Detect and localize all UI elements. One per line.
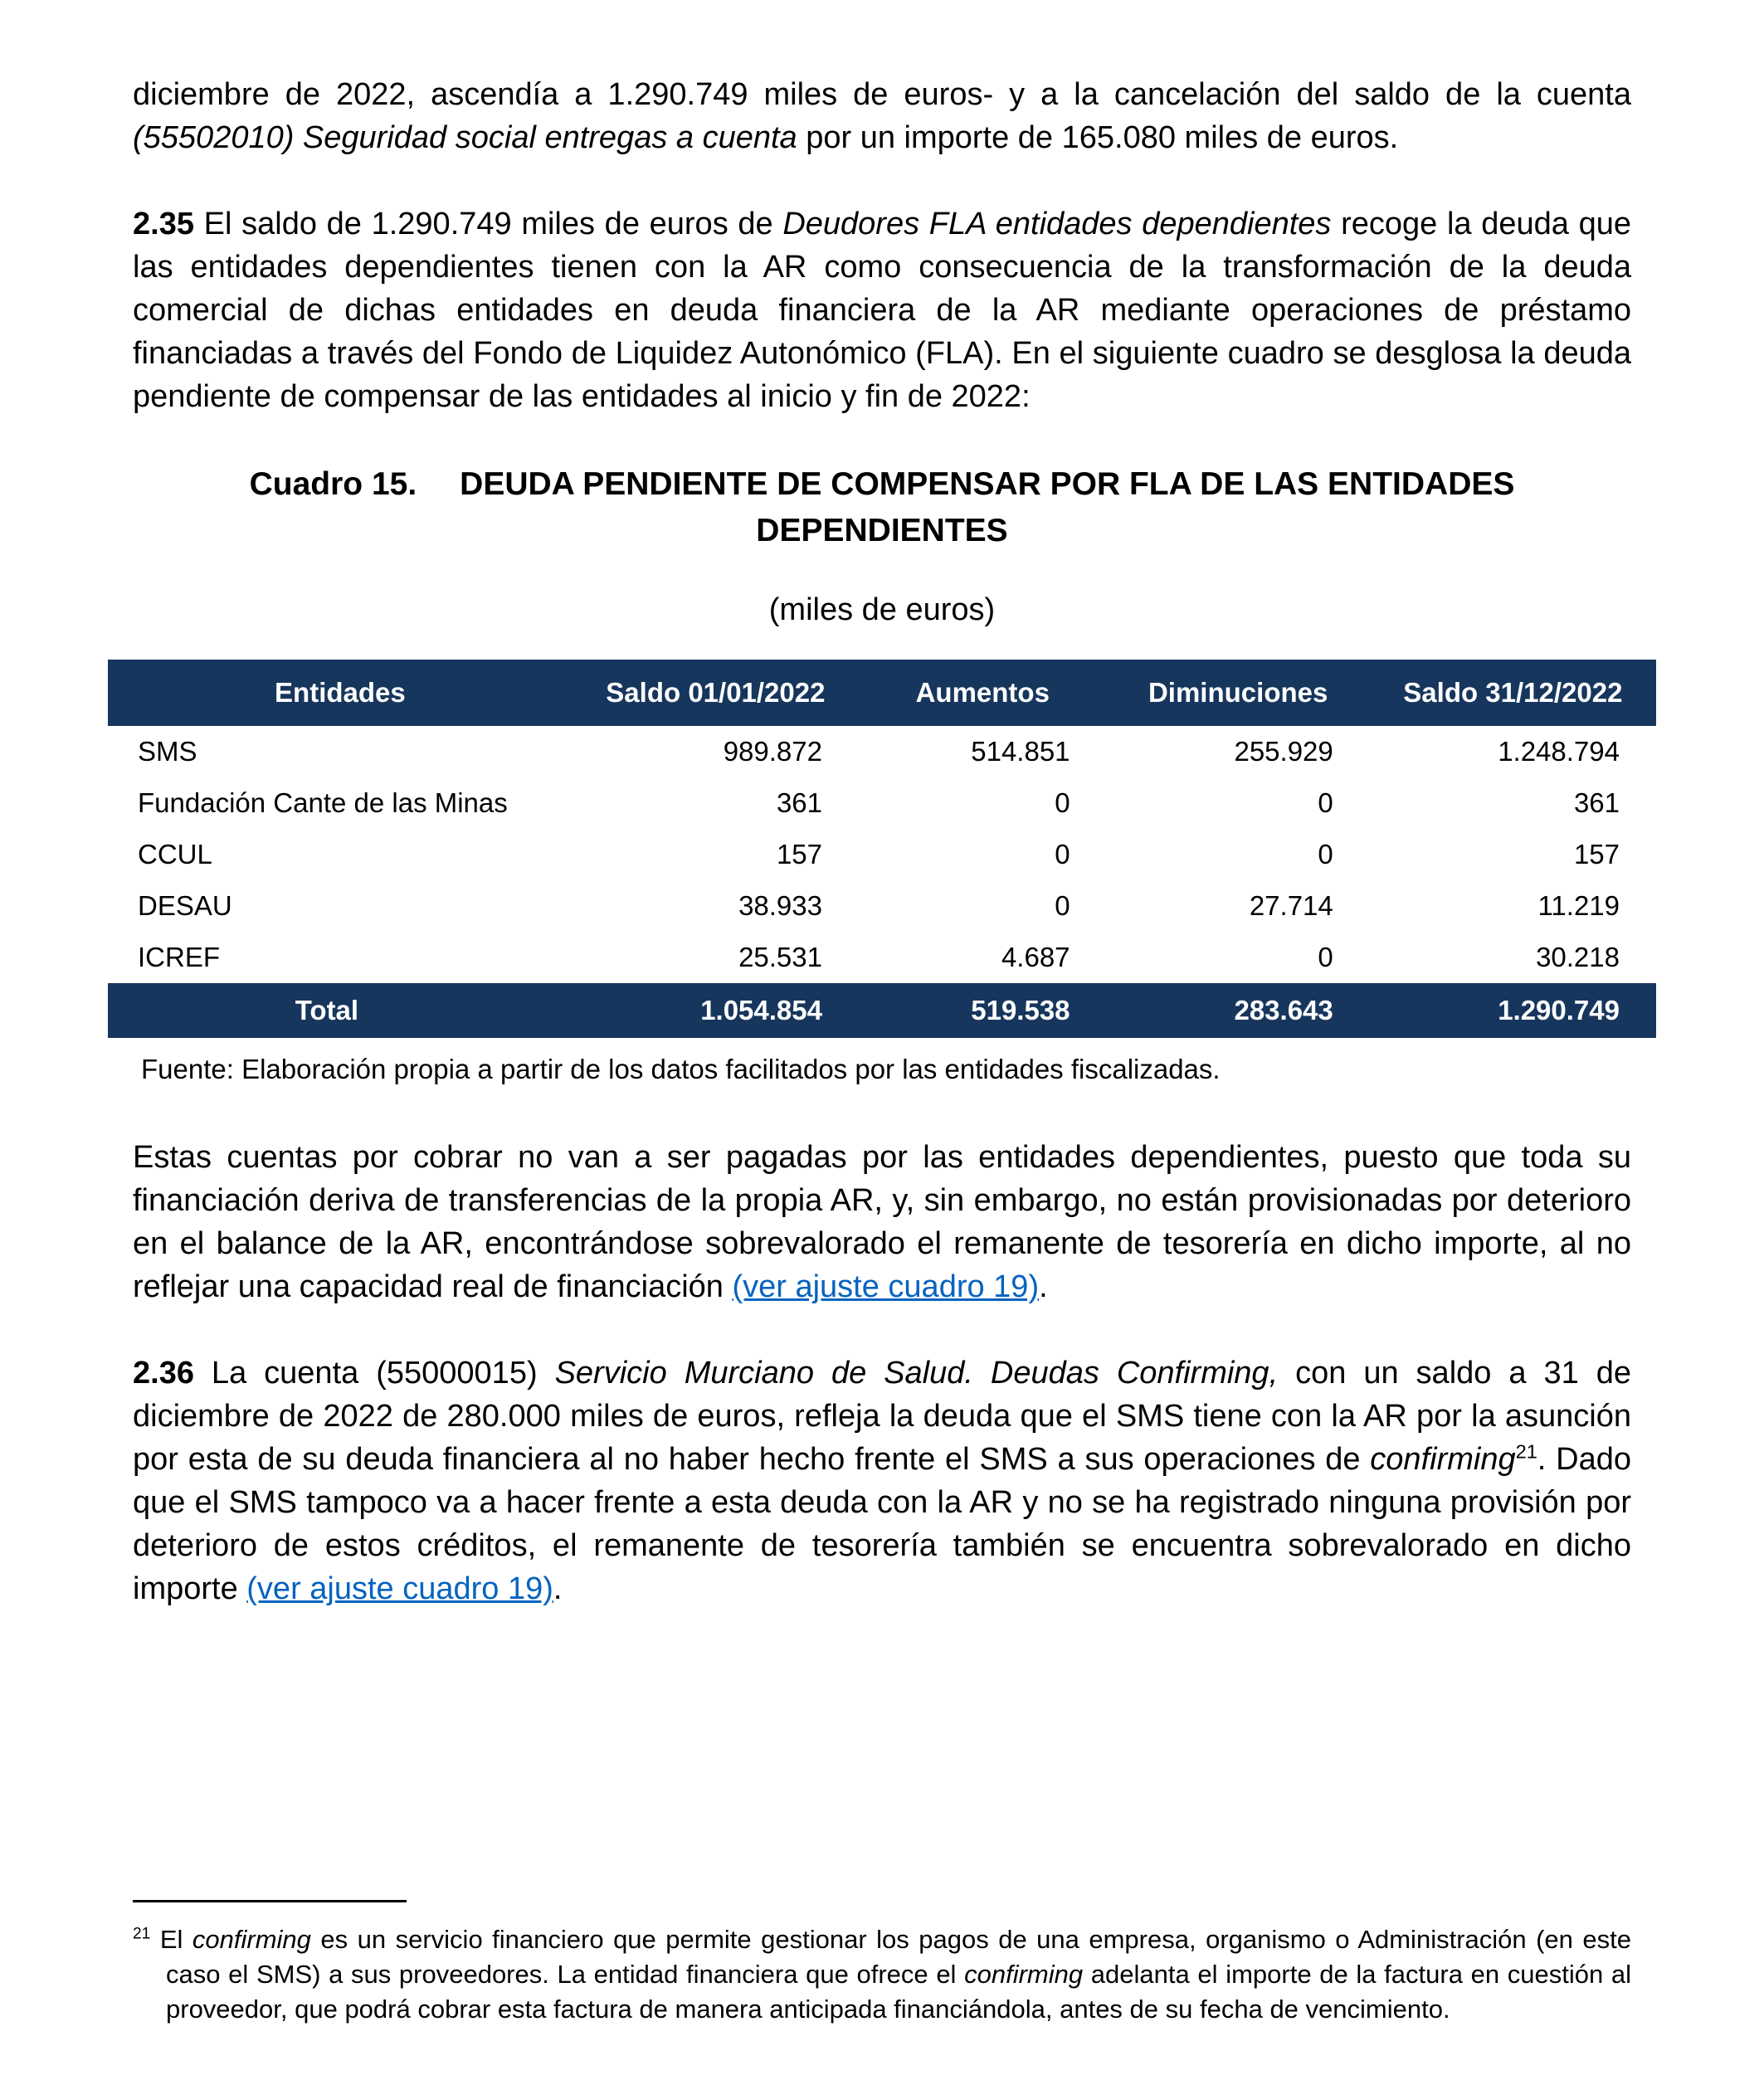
value-cell: 0 [859, 880, 1107, 932]
header-cell-aumentos: Aumentos [859, 660, 1107, 726]
value-cell: 0 [859, 777, 1107, 829]
text-run: El saldo de 1.290.749 miles de euros de [193, 207, 783, 241]
paragraph-continuation [133, 73, 1631, 159]
text-run: con un saldo a 31 de diciembre de 2022 de 280.000 miles de euros, refleja la deuda que el SMS tiene con la AR por la asunción por esta de su deuda financiera al no haber hecho frente el SMS a sus operaciones de [133, 1356, 1631, 1477]
total-value-cell: 519.538 [859, 983, 1107, 1038]
footnote-reference: 21 [133, 1925, 151, 1943]
value-cell: 25.531 [573, 932, 859, 983]
value-cell: 38.933 [573, 880, 859, 932]
text-run: confirming [1370, 1442, 1516, 1477]
text-run: diciembre de 2022, ascendía a 1.290.749 miles de euros- y a la cancelación del saldo de la cuenta [133, 77, 1631, 112]
table-caption-label: Cuadro 15. [249, 466, 417, 502]
table-total-row [108, 983, 1656, 1038]
paragraph-2-35 [133, 202, 1631, 418]
header-cell-saldo-final: Saldo 31/12/2022 [1370, 660, 1656, 726]
value-cell: 27.714 [1107, 880, 1370, 932]
table-row-fundacion [108, 777, 1656, 829]
table-row-sms [108, 726, 1656, 777]
table-row-ccul [108, 829, 1656, 880]
text-run: . [553, 1571, 563, 1606]
value-cell: 255.929 [1107, 726, 1370, 777]
table-caption [168, 461, 1596, 554]
total-value-cell: 1.290.749 [1370, 983, 1656, 1038]
text-run: 2.35 [133, 207, 194, 241]
total-value-cell: 283.643 [1107, 983, 1370, 1038]
text-run: confirming [964, 1960, 1084, 1989]
table-source-note: Fuente: Elaboración propia a partir de los datos facilitados por las entidades fiscalizadas. [141, 1054, 1221, 1084]
footnote-area [133, 1900, 1631, 2032]
paragraph-after-table [133, 1136, 1631, 1308]
text-run: adelanta el importe de la factura en cuestión al proveedor, que podrá cobrar esta factura de manera anticipada financiándola, antes de su fecha de vencimiento. [166, 1960, 1631, 2024]
total-value-cell: 1.054.854 [573, 983, 859, 1038]
text-run: . [1039, 1269, 1048, 1304]
value-cell: 4.687 [859, 932, 1107, 983]
value-cell: 30.218 [1370, 932, 1656, 983]
text-run: es un servicio financiero que permite gestionar los pagos de una empresa, organismo o Administración (en este caso el SMS) a sus proveedores. La entidad financiera que ofrece el [166, 1925, 1631, 1989]
entity-cell: Fundación Cante de las Minas [108, 777, 573, 829]
value-cell: 157 [1370, 829, 1656, 880]
text-run: confirming [192, 1925, 311, 1954]
value-cell: 157 [573, 829, 859, 880]
text-run: Servicio Murciano de Salud. Deudas Confirming, [554, 1356, 1279, 1391]
text-run: por un importe de 165.080 miles de euros. [797, 120, 1399, 155]
header-cell-entidades: Entidades [108, 660, 573, 726]
text-run: Estas cuentas por cobrar no van a ser pagadas por las entidades dependientes, puesto que toda su financiación deriva de transferencias de la propia AR, y, sin embargo, no están provisionadas por deterioro en el balance de la AR, encontrándose sobrevalorado el remanente de tesorería en dicho importe, al no reflejar una capacidad real de financiación [133, 1140, 1631, 1304]
entity-cell: SMS [108, 726, 573, 777]
paragraph-2-36 [133, 1352, 1631, 1610]
footnote-21 [133, 1922, 1631, 2027]
table-row-icref [108, 932, 1656, 983]
value-cell: 989.872 [573, 726, 859, 777]
cross-reference-link[interactable]: (ver ajuste cuadro 19) [732, 1269, 1040, 1304]
text-run: (55502010) Seguridad social entregas a cuenta [133, 120, 797, 155]
text-run: recoge la deuda que las entidades dependientes tienen con la AR como consecuencia de la transformación de la deuda comercial de dichas entidades en deuda financiera de la AR mediante operaciones de préstamo financiadas a través del Fondo de Liquidez Autonómico (FLA). En el siguiente cuadro se desglosa la deuda pendiente de compensar de las entidades al inicio y fin de 2022: [133, 207, 1631, 414]
header-cell-diminuciones: Diminuciones [1107, 660, 1370, 726]
text-run: . Dado que el SMS tampoco va a hacer frente a esta deuda con la AR y no se ha registrado ninguna provisión por deterioro de estos créditos, el remanente de tesorería también se encuentra sobrevalorado en dicho importe [133, 1442, 1631, 1606]
footnote-separator [133, 1900, 407, 1902]
value-cell: 0 [1107, 777, 1370, 829]
text-run: Deudores FLA entidades dependientes [782, 207, 1332, 241]
value-cell: 361 [573, 777, 859, 829]
text-run: La cuenta (55000015) [193, 1356, 555, 1391]
value-cell: 361 [1370, 777, 1656, 829]
total-label-cell: Total [108, 983, 573, 1038]
table-row-desau [108, 880, 1656, 932]
entity-cell: CCUL [108, 829, 573, 880]
value-cell: 514.851 [859, 726, 1107, 777]
cross-reference-link[interactable]: (ver ajuste cuadro 19) [246, 1571, 553, 1606]
value-cell: 0 [859, 829, 1107, 880]
fla-pending-debt-table [108, 660, 1656, 1038]
text-run: El [150, 1925, 192, 1954]
value-cell: 11.219 [1370, 880, 1656, 932]
entity-cell: ICREF [108, 932, 573, 983]
table-caption-title: DEUDA PENDIENTE DE COMPENSAR POR FLA DE LAS ENTIDADES DEPENDIENTES [460, 466, 1515, 548]
header-cell-saldo-inicial: Saldo 01/01/2022 [573, 660, 859, 726]
footnote-reference: 21 [1515, 1440, 1537, 1463]
table-header-row [108, 660, 1656, 726]
text-run: 2.36 [133, 1356, 194, 1391]
value-cell: 0 [1107, 932, 1370, 983]
value-cell: 0 [1107, 829, 1370, 880]
entity-cell: DESAU [108, 880, 573, 932]
value-cell: 1.248.794 [1370, 726, 1656, 777]
table-units-label: (miles de euros) [768, 592, 996, 627]
